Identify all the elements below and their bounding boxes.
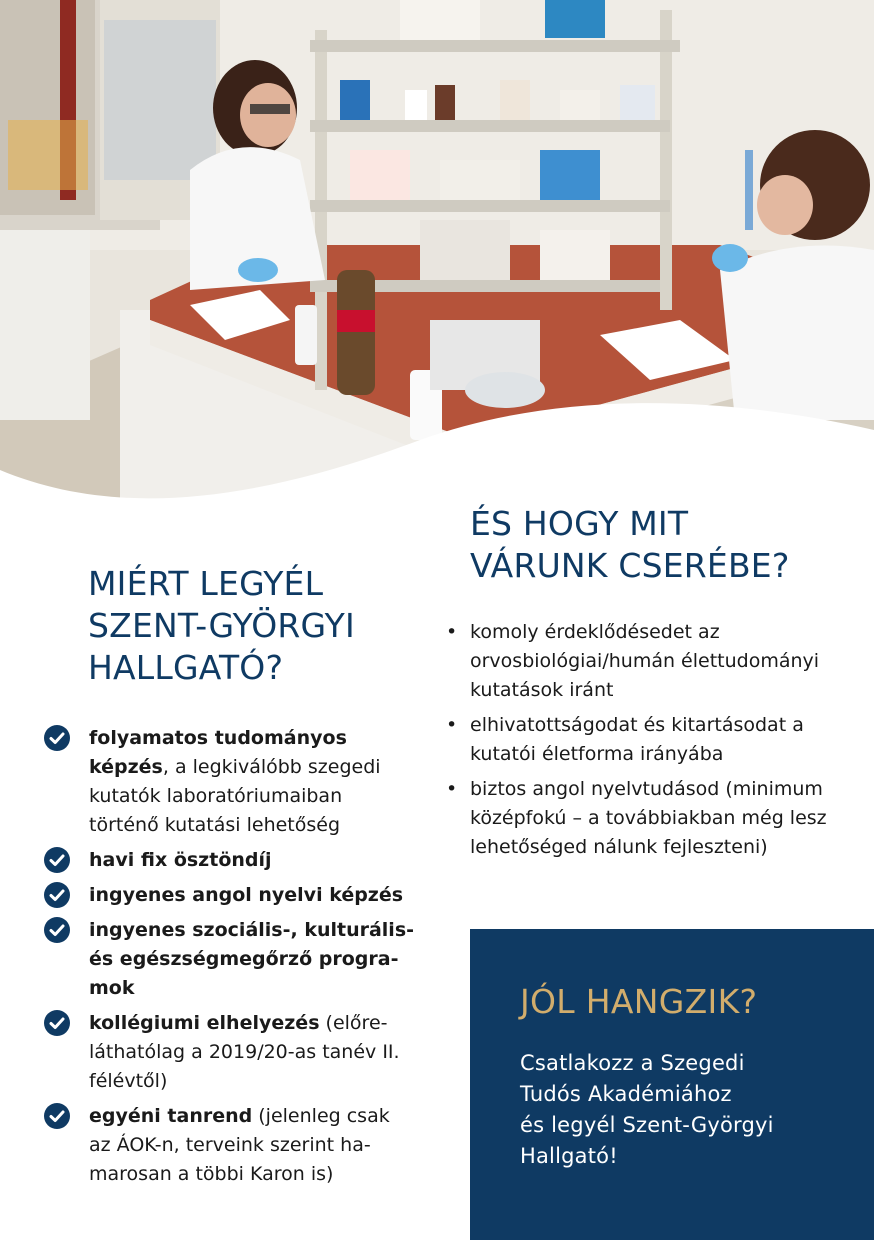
- cta-box: [470, 929, 874, 1240]
- expectation-line: kutatói életforma irányába: [470, 743, 724, 765]
- bullet-icon: •: [446, 778, 458, 800]
- expectation-line: orvosbiológiai/humán élettudományi: [470, 650, 820, 672]
- benefit-line: mok: [89, 977, 135, 999]
- right-heading-line: ÉS HOGY MIT: [470, 504, 689, 543]
- benefit-line: az ÁOK-n, terveink szerint ha-: [89, 1134, 371, 1156]
- right-heading-line: VÁRUNK CSERÉBE?: [470, 546, 790, 585]
- benefit-line: kutatók laboratóriumaiban: [89, 785, 343, 807]
- benefit-line: láthatólag a 2019/20-as tanév II.: [89, 1041, 400, 1063]
- benefit-line: ingyenes angol nyelvi képzés: [89, 884, 404, 906]
- left-heading-line: HALLGATÓ?: [88, 648, 284, 687]
- cta-title: JÓL HANGZIK?: [520, 982, 758, 1021]
- expectation-line: lehetőséged nálunk fejleszteni): [470, 836, 768, 858]
- bullet-icon: •: [446, 714, 458, 736]
- cta-text-line: és legyél Szent-Györgyi: [520, 1113, 774, 1137]
- benefit-line: ingyenes szociális-, kulturális-: [89, 919, 415, 941]
- left-heading-line: SZENT-GYÖRGYI: [88, 606, 355, 645]
- benefit-line: félévtől): [89, 1070, 168, 1092]
- expectation-item: [446, 775, 866, 862]
- benefit-line: egyéni tanrend (jelenleg csak: [89, 1105, 390, 1127]
- expectation-line: elhivatottságodat és kitartásodat a: [470, 714, 804, 736]
- expectation-line: kutatások iránt: [470, 679, 614, 701]
- check-circle-icon: [44, 882, 70, 908]
- benefit-line: havi fix ösztöndíj: [89, 849, 272, 871]
- cta-text-line: Csatlakozz a Szegedi: [520, 1051, 745, 1075]
- check-circle-icon: [44, 1103, 70, 1129]
- benefit-line: képzés, a legkiválóbb szegedi: [89, 756, 381, 778]
- expectation-item: [446, 711, 866, 769]
- benefit-line: folyamatos tudományos: [89, 727, 347, 749]
- expectations-list: [446, 618, 866, 868]
- check-circle-icon: [44, 917, 70, 943]
- hero-lab-photo: [0, 0, 874, 505]
- benefit-item: [44, 1009, 416, 1096]
- expectation-line: komoly érdeklődésedet az: [470, 621, 720, 643]
- benefit-line: kollégiumi elhelyezés (előre-: [89, 1012, 388, 1034]
- check-circle-icon: [44, 847, 70, 873]
- expectation-line: középfokú – a továbbiakban még lesz: [470, 807, 827, 829]
- expectation-line: biztos angol nyelvtudásod (minimum: [470, 778, 823, 800]
- benefit-line: marosan a többi Karon is): [89, 1163, 334, 1185]
- check-circle-icon: [44, 725, 70, 751]
- right-heading: [470, 503, 870, 587]
- benefit-item: [44, 1102, 416, 1189]
- left-heading-line: MIÉRT LEGYÉL: [88, 564, 324, 603]
- benefit-line: és egészségmegőrző progra-: [89, 948, 399, 970]
- cta-text-line: Hallgató!: [520, 1144, 618, 1168]
- expectation-item: [446, 618, 866, 705]
- benefit-line: történő kutatási lehetőség: [89, 814, 341, 836]
- check-circle-icon: [44, 1010, 70, 1036]
- benefit-item: [44, 916, 416, 1003]
- cta-text: [520, 1048, 850, 1172]
- benefit-item: [44, 846, 416, 875]
- benefit-item: [44, 724, 416, 840]
- benefits-checklist: [44, 724, 416, 1195]
- bullet-icon: •: [446, 621, 458, 643]
- left-heading: [88, 563, 428, 689]
- cta-text-line: Tudós Akadémiához: [520, 1082, 732, 1106]
- benefit-item: [44, 881, 416, 910]
- laboratory-photo: [0, 0, 874, 505]
